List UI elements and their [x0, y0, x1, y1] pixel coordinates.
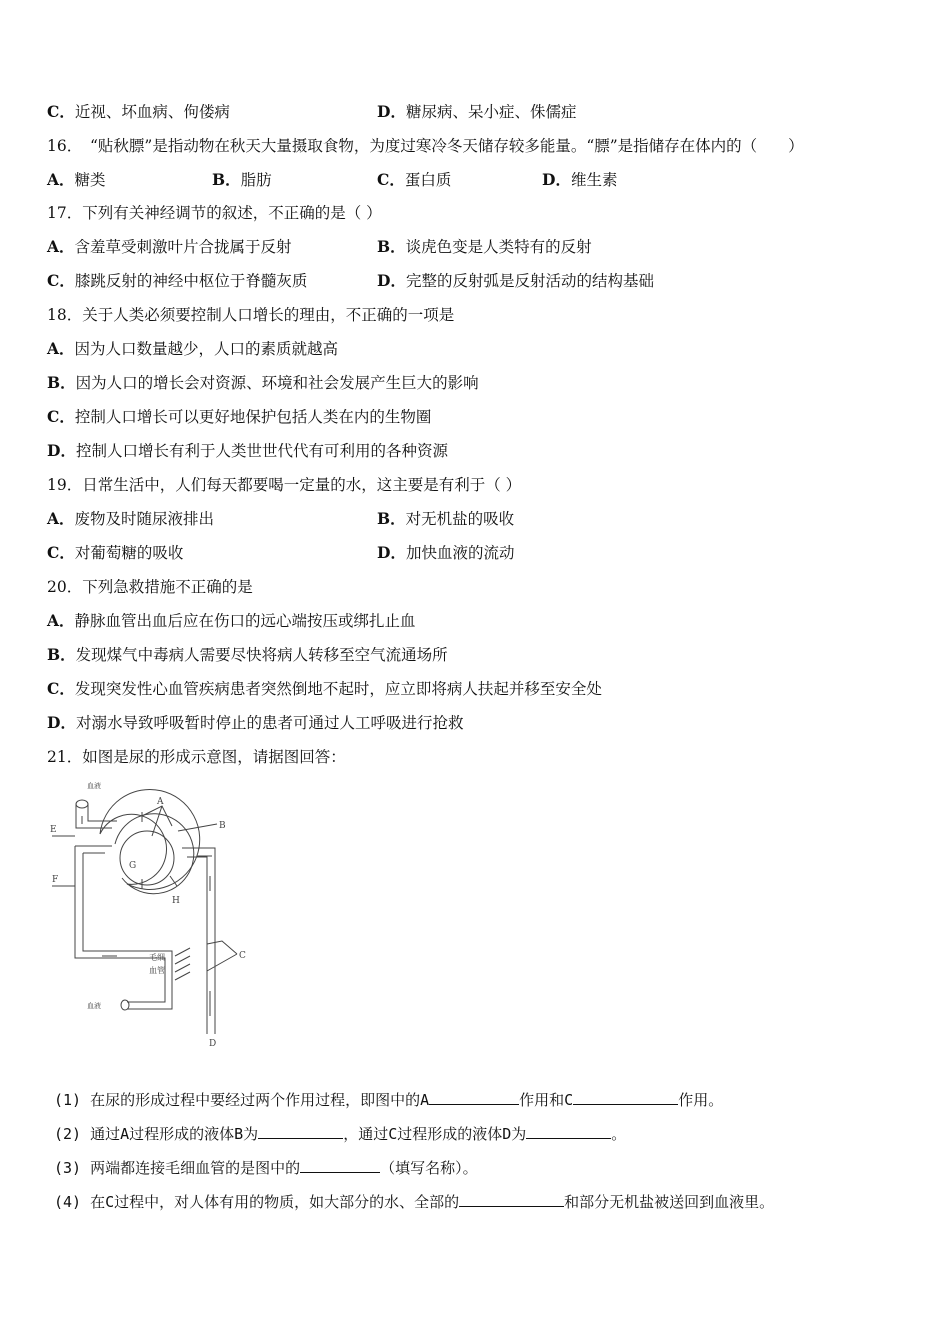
q17-option-b[interactable]	[377, 236, 592, 258]
label-capillary-2: 血管	[149, 966, 165, 975]
option-label: D．	[377, 102, 406, 121]
label-h: H	[172, 896, 180, 906]
option-label: C．	[377, 170, 405, 189]
q17-stem: 17．下列有关神经调节的叙述，不正确的是（ ）	[47, 204, 382, 222]
option-text: 控制人口增长可以更好地保护包括人类在内的生物圈	[74, 408, 432, 426]
option-label: C．	[47, 543, 75, 562]
urine-formation-diagram	[47, 776, 262, 1051]
option-label: C．	[47, 271, 75, 290]
sub-text: (3) 两端都连接毛细血管的是图中的	[54, 1159, 301, 1177]
q15-option-d[interactable]	[377, 101, 576, 123]
q16-option-d[interactable]	[542, 169, 617, 191]
q16-stem: 16． “贴秋膘”是指动物在秋天大量摄取食物，为度过寒冷冬天储存较多能量。“膘”是指储存在体内的（ ）	[47, 137, 804, 155]
option-label: B．	[47, 645, 76, 664]
answer-blank[interactable]	[526, 1122, 611, 1139]
answer-blank[interactable]	[573, 1088, 678, 1105]
sub-text: 和部分无机盐被送回到血液里。	[564, 1193, 775, 1211]
option-text: 发现煤气中毒病人需要尽快将病人转移至空气流通场所	[75, 646, 448, 664]
q20-stem: 20．下列急救措施不正确的是	[47, 578, 253, 596]
q18-option-b[interactable]	[47, 372, 479, 394]
answer-blank[interactable]	[258, 1122, 343, 1139]
option-text: 因为人口的增长会对资源、环境和社会发展产生巨大的影响	[75, 374, 479, 392]
q17-option-c[interactable]	[47, 270, 307, 292]
option-text: 脂肪	[240, 171, 272, 189]
q20-option-a[interactable]	[47, 610, 416, 632]
sub-text: (1) 在尿的形成过程中要经过两个作用过程，即图中的A	[54, 1091, 430, 1109]
sub-text: (4) 在C过程中，对人体有用的物质，如大部分的水、全部的	[54, 1193, 460, 1211]
q21-sub-2	[54, 1122, 626, 1144]
option-text: 静脉血管出血后应在伤口的远心端按压或绑扎止血	[74, 612, 416, 630]
q20-option-c[interactable]	[47, 678, 602, 700]
label-blood-out: 血液	[87, 1002, 101, 1010]
option-label: C．	[47, 407, 75, 426]
sub-text: (2) 通过A过程形成的液体B为	[54, 1125, 259, 1143]
q21-sub-4	[54, 1190, 774, 1212]
sub-text: 。	[611, 1125, 627, 1143]
q17-option-d[interactable]	[377, 270, 654, 292]
option-text: 糖尿病、呆小症、侏儒症	[405, 103, 577, 121]
option-label: D．	[542, 170, 571, 189]
q21-sub-1	[54, 1088, 723, 1110]
label-g: G	[129, 861, 137, 871]
option-text: 对溺水导致呼吸暂时停止的患者可通过人工呼吸进行抢救	[75, 714, 464, 732]
answer-blank[interactable]	[429, 1088, 519, 1105]
label-blood-in: 血液	[87, 782, 101, 790]
option-text: 维生素	[570, 171, 618, 189]
option-text: 对葡萄糖的吸收	[74, 544, 184, 562]
option-label: D．	[47, 441, 76, 460]
q18-stem: 18．关于人类必须要控制人口增长的理由，不正确的一项是	[47, 306, 455, 324]
option-text: 膝跳反射的神经中枢位于脊髓灰质	[74, 272, 308, 290]
option-label: B．	[47, 373, 76, 392]
label-f: F	[52, 875, 59, 885]
label-c: C	[239, 951, 246, 961]
answer-blank[interactable]	[459, 1190, 564, 1207]
option-label: D．	[377, 543, 406, 562]
label-b: B	[219, 821, 226, 831]
option-text: 加快血液的流动	[405, 544, 515, 562]
q16-option-c[interactable]	[377, 169, 451, 191]
q18-option-d[interactable]	[47, 440, 448, 462]
option-label: A．	[47, 611, 75, 630]
option-label: D．	[377, 271, 406, 290]
q18-option-a[interactable]	[47, 338, 338, 360]
option-text: 完整的反射弧是反射活动的结构基础	[405, 272, 654, 290]
option-label: B．	[377, 237, 406, 256]
option-label: C．	[47, 679, 75, 698]
label-capillary-1: 毛细	[149, 953, 165, 962]
option-text: 蛋白质	[404, 171, 452, 189]
option-text: 因为人口数量越少，人口的素质就越高	[74, 340, 339, 358]
answer-blank[interactable]	[300, 1156, 380, 1173]
q20-option-d[interactable]	[47, 712, 463, 734]
sub-text: 作用和C	[519, 1091, 574, 1109]
option-text: 近视、坏血病、佝偻病	[74, 103, 230, 121]
q16-option-b[interactable]	[212, 169, 272, 191]
option-label: B．	[377, 509, 406, 528]
option-text: 对无机盐的吸收	[405, 510, 515, 528]
option-label: D．	[47, 713, 76, 732]
sub-text: 作用。	[678, 1091, 724, 1109]
option-text: 发现突发性心血管疾病患者突然倒地不起时，应立即将病人扶起并移至安全处	[74, 680, 602, 698]
option-label: A．	[47, 509, 75, 528]
q20-option-b[interactable]	[47, 644, 448, 666]
q17-option-a[interactable]	[47, 236, 292, 258]
q19-option-c[interactable]	[47, 542, 183, 564]
q16-option-a[interactable]	[47, 169, 106, 191]
label-e: E	[50, 825, 57, 835]
q21-stem: 21．如图是尿的形成示意图，请据图回答：	[47, 748, 346, 766]
option-text: 含羞草受刺激叶片合拢属于反射	[74, 238, 292, 256]
sub-text: （填写名称）。	[380, 1159, 478, 1177]
option-label: A．	[47, 237, 75, 256]
q19-stem: 19．日常生活中，人们每天都要喝一定量的水，这主要是有利于（ ）	[47, 476, 522, 494]
sub-text: ，通过C过程形成的液体D为	[343, 1125, 527, 1143]
option-text: 控制人口增长有利于人类世世代代有可利用的各种资源	[75, 442, 448, 460]
label-d: D	[209, 1039, 217, 1049]
q18-option-c[interactable]	[47, 406, 431, 428]
q15-option-c[interactable]	[47, 101, 230, 123]
option-text: 谈虎色变是人类特有的反射	[405, 238, 592, 256]
option-label: B．	[212, 170, 241, 189]
option-label: C．	[47, 102, 75, 121]
option-text: 废物及时随尿液排出	[74, 510, 215, 528]
option-label: A．	[47, 170, 75, 189]
q19-option-a[interactable]	[47, 508, 214, 530]
option-text: 糖类	[74, 171, 106, 189]
q19-option-d[interactable]	[377, 542, 514, 564]
q21-sub-3	[54, 1156, 478, 1178]
q19-option-b[interactable]	[377, 508, 514, 530]
label-a: A	[157, 797, 164, 807]
option-label: A．	[47, 339, 75, 358]
